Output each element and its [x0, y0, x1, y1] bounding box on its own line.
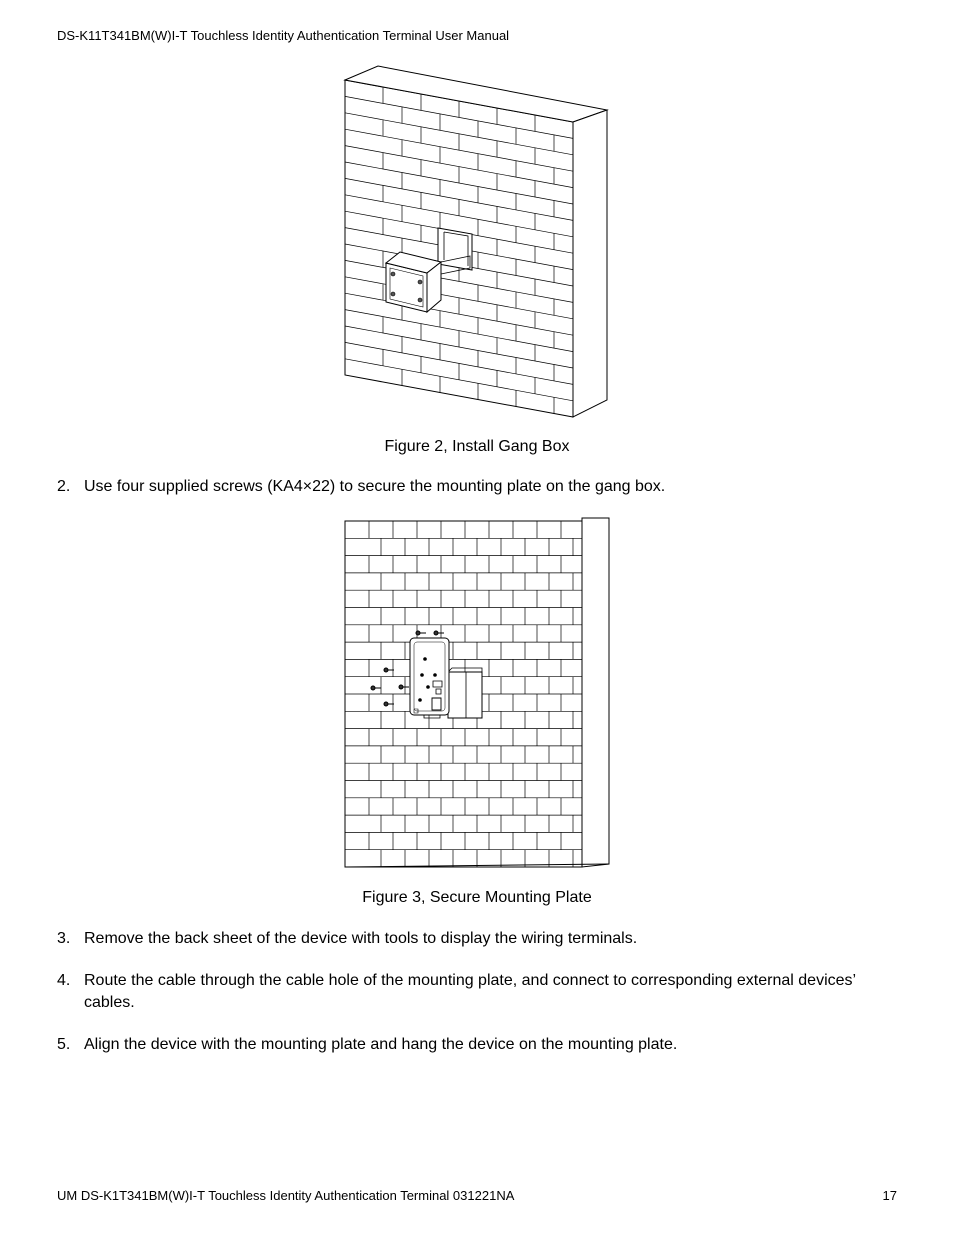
step-2	[57, 476, 897, 498]
step-text: Route the cable through the cable hole of the mounting plate, and connect to corresponding external devices’ cables.	[84, 972, 856, 1011]
figure-install-gang-box	[340, 62, 615, 429]
page-number: 17	[882, 1188, 897, 1203]
step-text: Remove the back sheet of the device with tools to display the wiring terminals.	[84, 930, 638, 947]
step-3	[57, 928, 897, 950]
figure-3-caption: Figure 3, Secure Mounting Plate	[362, 889, 592, 906]
step-4	[57, 970, 897, 1014]
footer-doc-id: UM DS-K1T341BM(W)I-T Touchless Identity Authentication Terminal 031221NA	[57, 1188, 515, 1203]
page-header: DS-K11T341BM(W)I-T Touchless Identity Authentication Terminal User Manual	[57, 28, 510, 43]
step-number: 3.	[57, 930, 71, 947]
mounting-plate	[410, 638, 449, 718]
step-number: 4.	[57, 972, 71, 989]
gang-box-illustration	[340, 62, 615, 424]
mounting-plate-illustration	[340, 515, 615, 875]
step-number: 2.	[57, 478, 71, 495]
step-number: 5.	[57, 1036, 71, 1053]
gang-box	[448, 668, 482, 718]
wall-opening	[438, 228, 472, 270]
step-text: Align the device with the mounting plate and hang the device on the mounting plate.	[84, 1036, 678, 1053]
figure-secure-mounting-plate	[340, 515, 615, 880]
step-5	[57, 1034, 897, 1056]
step-text: Use four supplied screws (KA4×22) to secure the mounting plate on the gang box.	[84, 478, 666, 495]
figure-2-caption: Figure 2, Install Gang Box	[384, 438, 570, 455]
